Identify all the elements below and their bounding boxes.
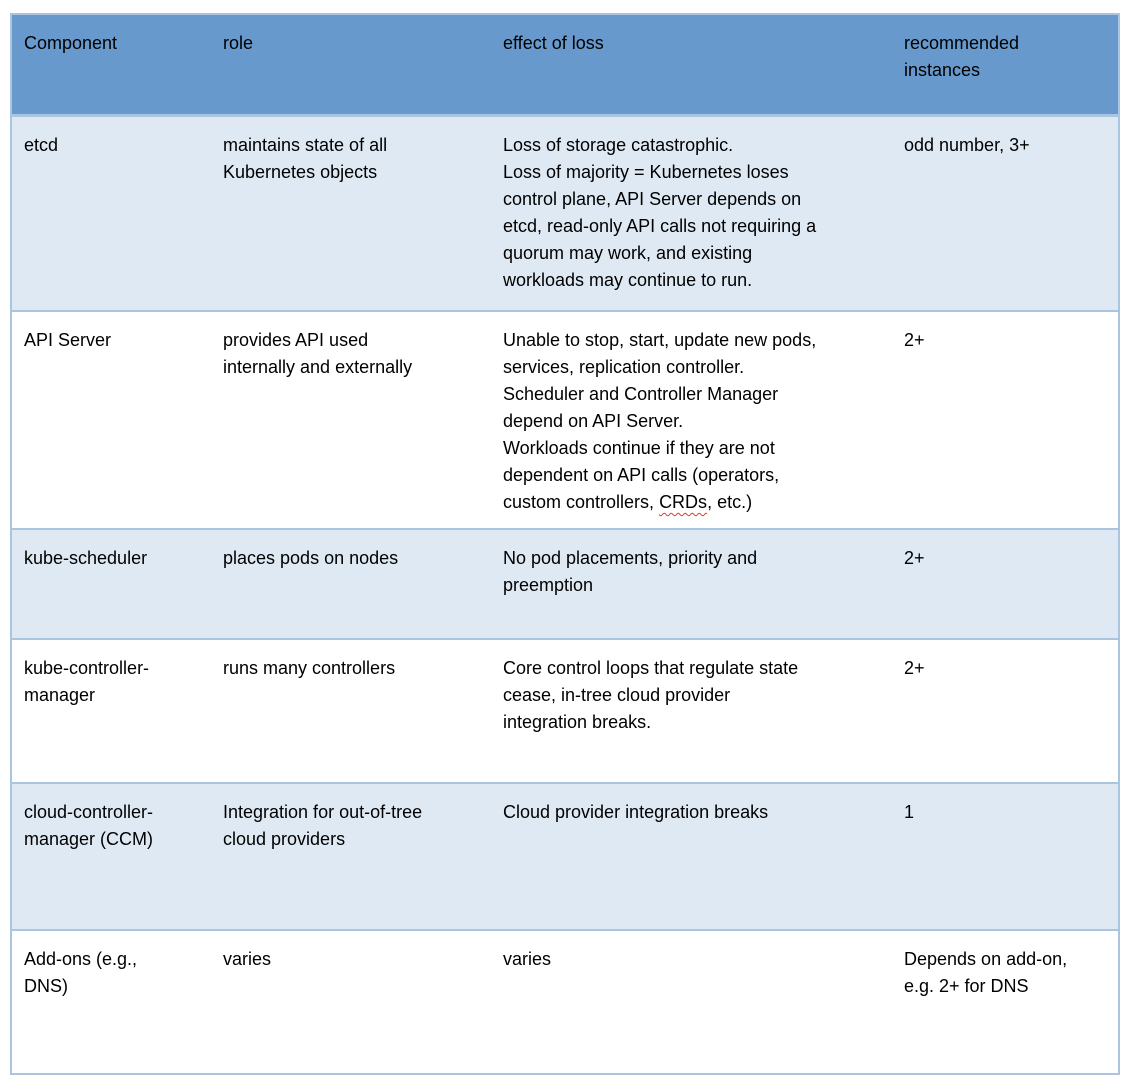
cell-effect xyxy=(491,930,892,1074)
cell-instances: odd number, 3+ xyxy=(892,115,1119,311)
effect-text-after: , etc.) xyxy=(707,492,753,512)
cell-role: varies xyxy=(211,930,491,1074)
kubernetes-components-table xyxy=(10,13,1120,1075)
cell-role: provides API used internally and externally xyxy=(211,311,491,529)
effect-line: Loss of majority = Kubernetes loses control plane, API Server depends on etcd, read-only API calls not requiring a quorum may work, and existing workloads may continue to run. xyxy=(503,161,817,290)
cell-role: maintains state of all Kubernetes objects xyxy=(211,115,491,311)
cell-component: etcd xyxy=(11,115,211,311)
cell-instances: 2+ xyxy=(892,311,1119,529)
column-header-component: Component xyxy=(11,14,211,115)
header-row xyxy=(11,14,1119,115)
cell-effect xyxy=(491,639,892,783)
table-row-cloud-controller-manager xyxy=(11,783,1119,930)
cell-role: Integration for out-of-tree cloud providers xyxy=(211,783,491,930)
table-row-kube-scheduler xyxy=(11,529,1119,639)
effect-line: Loss of storage catastrophic. xyxy=(503,134,734,155)
cell-component: API Server xyxy=(11,311,211,529)
effect-line xyxy=(503,435,818,516)
cell-instances: 1 xyxy=(892,783,1119,930)
cell-effect xyxy=(491,311,892,529)
column-header-role: role xyxy=(211,14,491,115)
effect-line: Core control loops that regulate state cease, in-tree cloud provider integration breaks. xyxy=(503,658,799,732)
table-row-api-server xyxy=(11,311,1119,529)
effect-line: Scheduler and Controller Manager depend on API Server. xyxy=(503,384,779,431)
cell-effect xyxy=(491,529,892,639)
cell-instances: Depends on add-on, e.g. 2+ for DNS xyxy=(892,930,1119,1074)
cell-component: kube-controller-manager xyxy=(11,639,211,783)
effect-line: Cloud provider integration breaks xyxy=(503,802,769,822)
cell-component: Add-ons (e.g., DNS) xyxy=(11,930,211,1074)
column-header-effect-of-loss: effect of loss xyxy=(491,14,892,115)
effect-text-before: Workloads continue if they are not dependent on API calls (operators, custom controllers, xyxy=(503,438,780,512)
cell-effect xyxy=(491,115,892,311)
column-header-recommended-instances: recommended instances xyxy=(892,14,1119,115)
table-row-kube-controller-manager xyxy=(11,639,1119,783)
cell-effect xyxy=(491,783,892,930)
cell-instances: 2+ xyxy=(892,529,1119,639)
cell-instances: 2+ xyxy=(892,639,1119,783)
table-row-add-ons xyxy=(11,930,1119,1074)
effect-line: varies xyxy=(503,949,552,969)
cell-role: runs many controllers xyxy=(211,639,491,783)
cell-component: kube-scheduler xyxy=(11,529,211,639)
effect-line: Unable to stop, start, update new pods, services, replication controller. xyxy=(503,330,817,377)
table-row-etcd xyxy=(11,115,1119,311)
spellcheck-flagged-word: CRDs xyxy=(659,492,708,512)
effect-line: No pod placements, priority and preemption xyxy=(503,548,758,595)
cell-role: places pods on nodes xyxy=(211,529,491,639)
cell-component: cloud-controller-manager (CCM) xyxy=(11,783,211,930)
